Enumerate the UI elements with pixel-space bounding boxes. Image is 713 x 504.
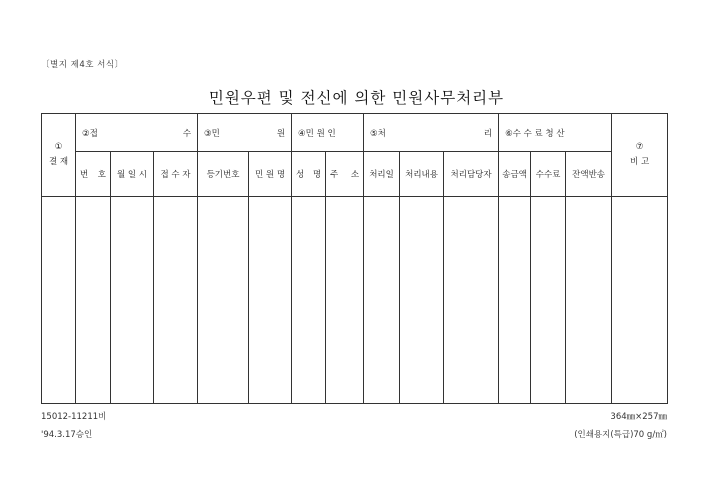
col-processing-officer: 처리담당자 bbox=[444, 152, 499, 197]
col-fee: 수수료 bbox=[531, 152, 566, 197]
body-cell-receiver bbox=[154, 197, 198, 404]
col-remittance-amount: 송금액 bbox=[499, 152, 531, 197]
approval-header bbox=[42, 114, 76, 197]
group-header-processing: ⑤처 리 bbox=[364, 114, 499, 152]
group-header-petitioner: ④민 원 인 bbox=[292, 114, 364, 152]
col-receipt-datetime: 월 일 시 bbox=[111, 152, 154, 197]
remark-header bbox=[612, 114, 668, 197]
body-cell-processing-content bbox=[400, 197, 444, 404]
body-cell-petition-name bbox=[249, 197, 292, 404]
body-cell-processing-officer bbox=[444, 197, 499, 404]
paper-size: 364㎜×257㎜ bbox=[610, 412, 667, 422]
col-receiver: 접 수 자 bbox=[154, 152, 198, 197]
body-cell-processing-date bbox=[364, 197, 400, 404]
remark-number: ⑦ bbox=[635, 142, 644, 152]
header-row-subcolumns bbox=[42, 152, 668, 197]
body-cell-address bbox=[326, 197, 364, 404]
body-cell-receipt-number bbox=[76, 197, 111, 404]
body-cell-receipt-datetime bbox=[111, 197, 154, 404]
col-processing-date: 처리일 bbox=[364, 152, 400, 197]
approval-number: ① bbox=[54, 142, 63, 152]
register-table bbox=[41, 113, 668, 404]
header-row-groups bbox=[42, 114, 668, 152]
body-cell-name bbox=[292, 197, 326, 404]
col-balance-return: 잔액반송 bbox=[566, 152, 612, 197]
col-name: 성 명 bbox=[292, 152, 326, 197]
group-header-fee-settlement: ⑥수 수 료 청 산 bbox=[499, 114, 612, 152]
form-code: 15012-11211비 bbox=[41, 412, 107, 422]
col-registration-number: 등기번호 bbox=[198, 152, 249, 197]
form-number-label: 〔별지 제4호 서식〕 bbox=[41, 60, 124, 70]
body-cell-balance-return bbox=[566, 197, 612, 404]
body-cell-fee bbox=[531, 197, 566, 404]
body-cell-remittance-amount bbox=[499, 197, 531, 404]
body-cell-approval bbox=[42, 197, 76, 404]
col-petition-name: 민 원 명 bbox=[249, 152, 292, 197]
paper-spec: (인쇄용지(특급)70 g/㎡) bbox=[574, 430, 667, 440]
body-cell-remark bbox=[612, 197, 668, 404]
group-header-receipt: ②접 수 bbox=[76, 114, 198, 152]
col-processing-content: 처리내용 bbox=[400, 152, 444, 197]
table-body-row bbox=[42, 197, 668, 404]
body-cell-registration-number bbox=[198, 197, 249, 404]
group-header-petition: ③민 원 bbox=[198, 114, 292, 152]
page-title: 민원우편 및 전신에 의한 민원사무처리부 bbox=[208, 89, 505, 107]
approval-date: '94.3.17승인 bbox=[41, 430, 93, 440]
col-receipt-number: 번 호 bbox=[76, 152, 111, 197]
approval-label: 결 재 bbox=[48, 157, 69, 167]
remark-label: 비 고 bbox=[630, 157, 650, 167]
col-address: 주 소 bbox=[326, 152, 364, 197]
